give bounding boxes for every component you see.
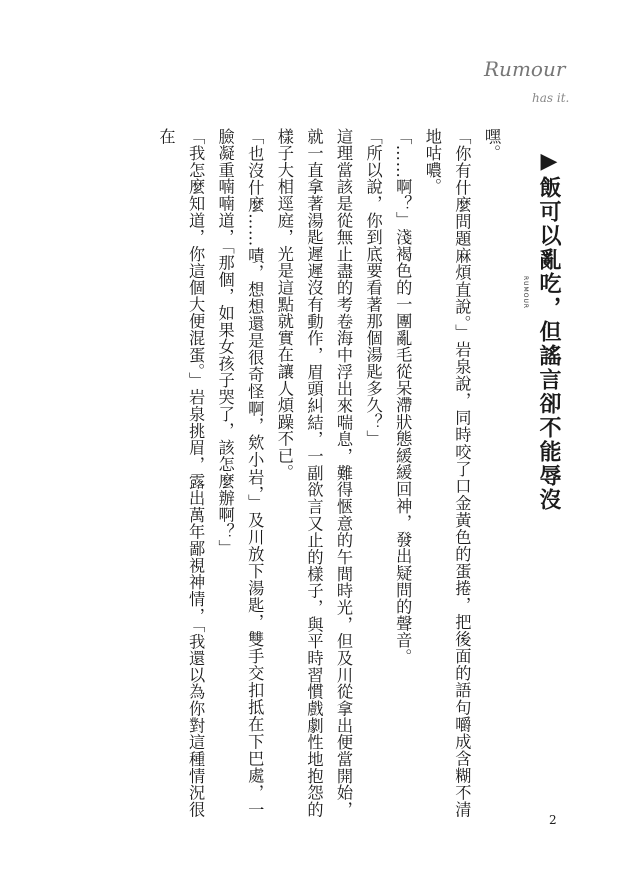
paragraph: 「所以說，你到底要看著那個湯匙多久？」: [363, 128, 383, 448]
logo-line2: has it.: [532, 91, 570, 105]
rumour-logo-art: [478, 48, 598, 108]
paragraph: 「也沒什麼……嘖，想想還是很奇怪啊，欸小岩，」及川放下湯匙，雙手交扣抵在下巴處，一臉凝重喃喃道，「那個，如果女孩子哭了，該怎麼辦啊？」: [215, 128, 265, 818]
rumour-logo: [478, 48, 598, 108]
paragraph: 「你有什麼問題麻煩直說。」岩泉說，同時咬了口金黃色的蛋捲，把後面的語句嚼成含糊不清地咕噥。: [422, 128, 472, 818]
chapter-small-label: RUMOUR: [522, 276, 529, 310]
paragraph: 這理當該是從無止盡的考卷海中浮出來喘息，難得愜意的午間時光，但及川從拿出便當開始，就一直拿著湯匙遲遲沒有動作，眉頭糾結，一副欲言又止的樣子，與平時習慣戲劇性地抱怨的樣子大相逕庭，光是這點就實在讓人煩躁不已。: [274, 128, 354, 818]
page-number: 2: [549, 813, 557, 827]
paragraph: 嘿。: [482, 128, 501, 162]
logo-line1: Rumour: [484, 57, 566, 81]
chapter-title: ▶飯可以亂吃，但謠言卻不能辱沒: [536, 148, 562, 512]
body-text: [106, 128, 506, 818]
paragraph: 「……啊？」淺褐色的一團亂毛從呆滯狀態緩緩回神，發出疑問的聲音。: [393, 128, 413, 666]
paragraph: 「我怎麼知道，你這個大便混蛋。」岩泉挑眉，露出萬年鄙視神情，「我還以為你對這種情況很在: [156, 128, 206, 818]
